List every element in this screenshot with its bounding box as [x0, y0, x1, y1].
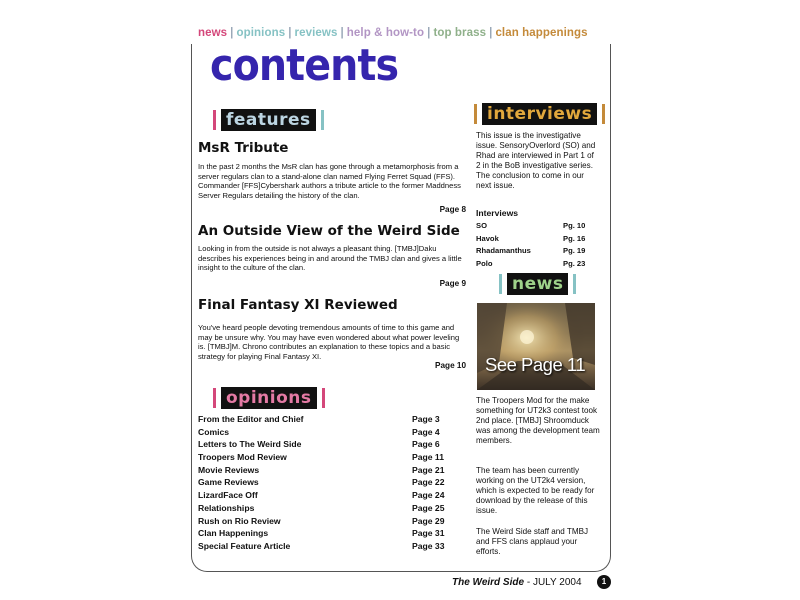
opinion-item-label: Rush on Rio Review	[198, 515, 281, 526]
opinion-item-page: Page 4	[412, 426, 440, 437]
heading-bar-left	[474, 104, 477, 124]
article-page-msr-tribute: Page 8	[439, 205, 466, 214]
nav-link-reviews[interactable]: reviews	[294, 27, 338, 39]
heading-bar-right	[573, 274, 576, 294]
opinion-item-label: Comics	[198, 426, 230, 437]
nav-link-opinions[interactable]: opinions	[236, 27, 286, 39]
news-heading	[499, 273, 576, 295]
list-item	[198, 503, 460, 516]
interview-name: SO	[476, 221, 487, 230]
publication-name: The Weird Side	[452, 577, 525, 588]
article-desc-msr-tribute: In the past 2 months the MsR clan has gone through a metamorphosis from a server regulars clan to a stand-alone clan named Flying Ferret Squad (FFS). Commander [FFS]Cybershark authors a tribute article to the former Maddness Server Regulars detailing the history of the clan.	[198, 162, 461, 200]
opinions-heading	[213, 387, 325, 409]
article-page-ffxi: Page 10	[435, 361, 466, 370]
opinion-item-page: Page 24	[412, 490, 445, 501]
article-title-outside-view: An Outside View of the Weird Side	[198, 223, 460, 239]
article-title-msr-tribute: MsR Tribute	[198, 140, 289, 156]
nav-link-clan-happenings[interactable]: clan happenings	[495, 27, 588, 39]
opinion-item-page: Page 11	[412, 452, 445, 463]
opinion-item-label: Special Feature Article	[198, 540, 291, 551]
list-item	[198, 439, 460, 452]
article-page-outside-view: Page 9	[439, 279, 466, 288]
interview-name: Havok	[476, 233, 499, 243]
nav-link-top-brass[interactable]: top brass	[433, 27, 487, 39]
page-footer	[452, 577, 582, 588]
list-item	[198, 452, 460, 465]
list-item	[198, 528, 460, 541]
game-scene-graphic	[477, 303, 595, 390]
interview-page: Pg. 19	[563, 246, 586, 256]
nav-separator: |	[340, 27, 344, 39]
list-item	[198, 541, 460, 554]
opinions-list	[198, 414, 460, 554]
opinion-item-label: Letters to The Weird Side	[198, 439, 302, 450]
nav-link-news[interactable]: news	[198, 27, 228, 39]
news-paragraph-3: The Weird Side staff and TMBJ and FFS clans applaud your efforts.	[476, 527, 589, 557]
list-item	[198, 490, 460, 503]
opinion-item-label: Game Reviews	[198, 477, 259, 488]
opinion-item-page: Page 29	[412, 515, 445, 526]
heading-bar-right	[321, 110, 324, 130]
interview-name: Polo	[476, 259, 493, 269]
heading-bar-left	[213, 110, 216, 130]
news-label: news	[507, 273, 568, 295]
heading-bar-right	[602, 104, 605, 124]
heading-bar-left	[213, 388, 216, 408]
list-item	[476, 221, 593, 234]
interviews-list-title: Interviews	[476, 208, 519, 218]
opinion-item-label: Relationships	[198, 502, 255, 513]
opinion-item-label: Clan Happenings	[198, 528, 269, 539]
list-item	[476, 246, 593, 259]
opinion-item-page: Page 6	[412, 439, 440, 450]
section-nav	[198, 27, 588, 39]
features-label: features	[221, 109, 316, 131]
opinion-item-page: Page 33	[412, 540, 445, 551]
list-item	[476, 234, 593, 247]
list-item	[198, 465, 460, 478]
opinion-item-page: Page 25	[412, 502, 445, 513]
opinion-item-page: Page 31	[412, 528, 445, 539]
opinion-item-label: From the Editor and Chief	[198, 414, 304, 424]
page-title: contents	[210, 40, 399, 91]
nav-separator: |	[230, 27, 234, 39]
list-item	[198, 516, 460, 529]
interviews-heading	[474, 103, 605, 125]
heading-bar-right	[322, 388, 325, 408]
list-item	[198, 414, 460, 427]
interviews-intro: This issue is the investigative issue. SensoryOverlord (SO) and Rhad are interviewed in Part 1 of 2 in the BoB investigative series. The conclusion to come in our next issue.	[476, 131, 596, 191]
interviews-label: interviews	[482, 103, 597, 125]
list-item	[198, 477, 460, 490]
interviews-list	[476, 221, 593, 272]
article-title-ffxi: Final Fantasy XI Reviewed	[198, 297, 398, 313]
opinion-item-label: LizardFace Off	[198, 490, 258, 501]
opinion-item-page: Page 3	[412, 414, 440, 424]
opinion-item-label: Movie Reviews	[198, 464, 260, 475]
list-item	[198, 427, 460, 440]
interview-name: Rhadamanthus	[476, 246, 531, 256]
list-item	[476, 259, 593, 272]
news-paragraph-2: The team has been currently working on the UT2k4 version, which is expected to be ready for download by the release of this issue.	[476, 466, 595, 516]
opinions-label: opinions	[221, 387, 317, 409]
issue-date: JULY 2004	[532, 577, 582, 588]
interview-page: Pg. 23	[563, 259, 586, 269]
news-image-caption: See Page 11	[485, 354, 586, 375]
nav-link-help-how-to[interactable]: help & how-to	[346, 27, 425, 39]
opinion-item-page: Page 22	[412, 477, 445, 488]
nav-separator: |	[489, 27, 493, 39]
interview-page: Pg. 10	[563, 221, 586, 230]
heading-bar-left	[499, 274, 502, 294]
page-number-badge: 1	[597, 575, 611, 589]
footer-separator: -	[524, 577, 533, 588]
news-paragraph-1: The Troopers Mod for the make something for UT2k3 contest took 2nd place. [TMBJ] Shroomduck was among the development team members.	[476, 396, 600, 446]
news-screenshot-image	[477, 303, 595, 390]
opinion-item-label: Troopers Mod Review	[198, 452, 287, 463]
features-heading	[213, 109, 324, 131]
nav-separator: |	[288, 27, 292, 39]
article-desc-outside-view: Looking in from the outside is not always a pleasant thing. [TMBJ]Daku describes his experiences being in and around the TMBJ clan and gives a little insight to the culture of the clan.	[198, 244, 462, 273]
nav-separator: |	[427, 27, 431, 39]
opinion-item-page: Page 21	[412, 464, 445, 475]
article-desc-ffxi: You've heard people devoting tremendous amounts of time to this game and may be unsure why. You may have even wondered about what power leveling is. [TMBJ]M. Chrono contributes an explanation to these topics and a basic strategy for playing Final Fantasy XI.	[198, 323, 460, 361]
interview-page: Pg. 16	[563, 233, 586, 243]
